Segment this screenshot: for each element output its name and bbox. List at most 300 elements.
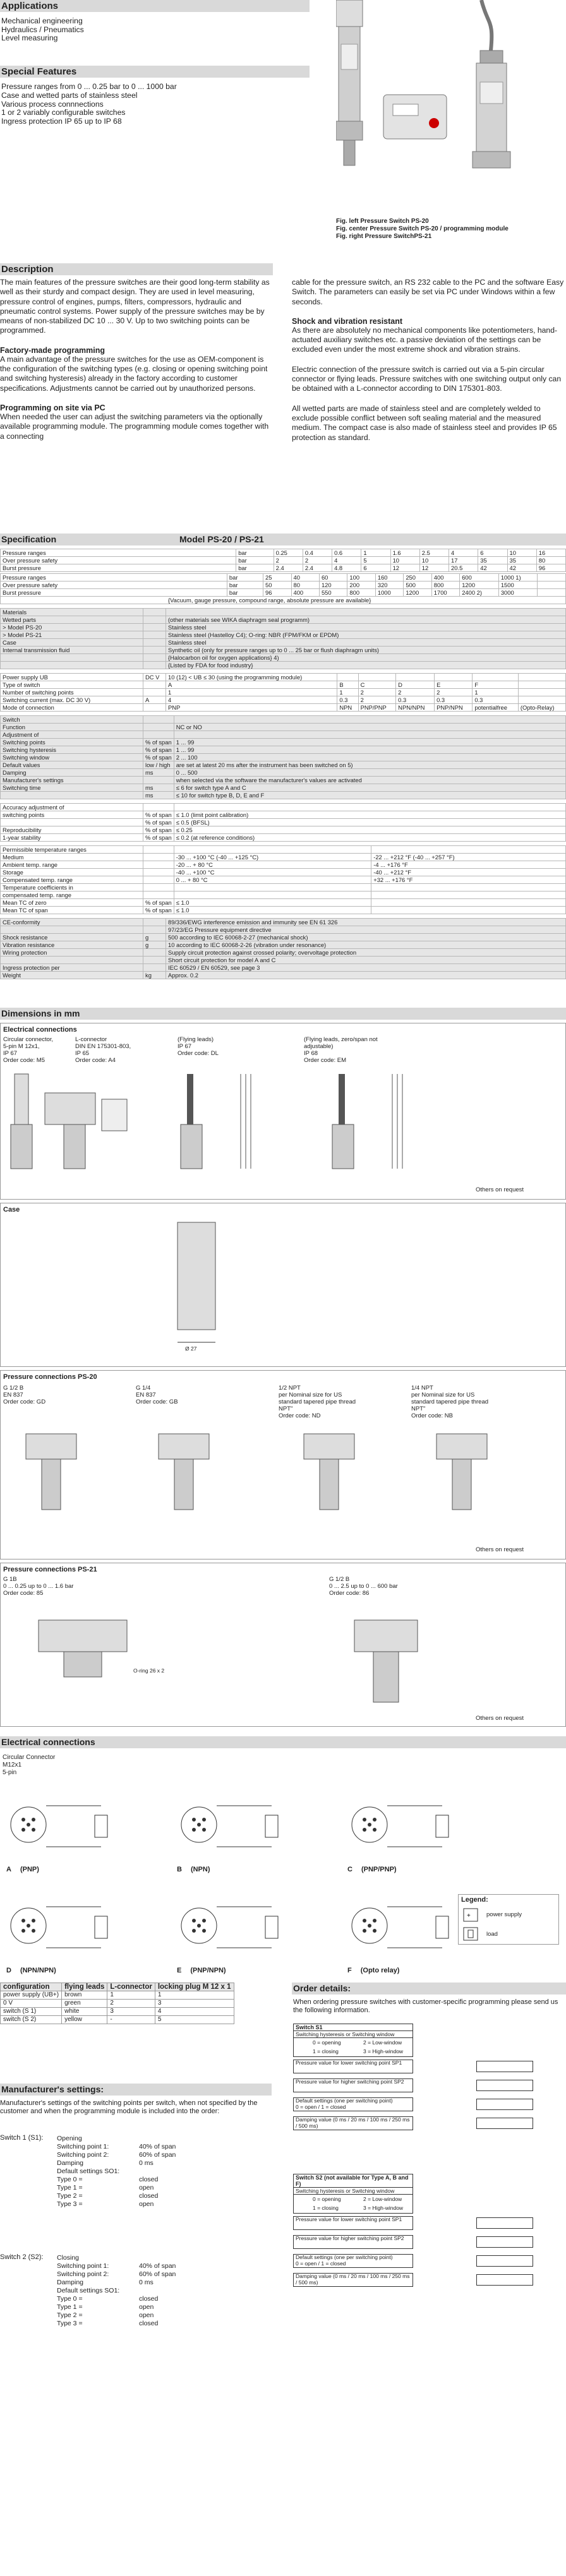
wiring-label	[6, 1967, 56, 1974]
spec-cell: 97/23/EG Pressure equipment directive	[166, 926, 566, 934]
config-cell: 1	[107, 1991, 155, 2000]
manufacturer-intro: Manufacturer's settings of the switching points per switch, when not specified by the customer and when the programming module is included into the order:	[0, 2099, 258, 2115]
order-text: When ordering pressure switches with customer-specific programming please send us the following information.	[293, 1998, 558, 2014]
spec-row	[1, 647, 566, 654]
setting-row	[57, 2320, 246, 2328]
spec-cell: Type of switch	[1, 681, 143, 689]
spec-cell	[518, 696, 565, 704]
shock-heading: Shock and vibration resistant	[292, 316, 403, 326]
spec-title: Specification	[1, 534, 57, 544]
spec-cell	[371, 846, 566, 854]
oring-label: O-ring 26 x 2	[133, 1667, 165, 1674]
spec-cell: g	[143, 941, 166, 949]
switch2-label: Switch 2 (S2):	[0, 2253, 44, 2261]
spec-cell: 4	[449, 549, 478, 557]
spec-cell: are set at latest 20 ms after the instrument has been switched on 5)	[174, 761, 565, 769]
order-field-input[interactable]	[476, 2080, 533, 2091]
config-cell: switch (S 2)	[1, 2016, 62, 2024]
spec-cell	[143, 654, 166, 662]
spec-row	[1, 964, 566, 972]
spec-cell	[1, 819, 143, 826]
spec-row	[1, 674, 566, 681]
spec-row	[1, 746, 566, 754]
config-cell: green	[62, 2000, 107, 2008]
config-cell: brown	[62, 1991, 107, 2000]
spec-cell: 2	[435, 689, 473, 696]
spec-row	[1, 941, 566, 949]
spec-cell: Burst pressure	[1, 564, 236, 572]
connection-caption-line: G 1/2 B	[329, 1576, 350, 1583]
spec-cell	[143, 854, 174, 861]
order-field-row	[293, 2078, 558, 2095]
spec-cell: 1000 1)	[498, 574, 538, 581]
spec-table	[0, 549, 566, 979]
setting-value: closed	[139, 2320, 159, 2327]
order-field-label: Default settings (one per switching point) 0 = open / 1 = closed	[293, 2097, 413, 2111]
spec-cell: Damping	[1, 769, 143, 777]
spec-cell	[143, 804, 174, 811]
setting-key: Damping	[57, 2279, 84, 2286]
vacuum-note: {Vacuum, gauge pressure, compound range, absolute pressure are available}	[0, 597, 566, 604]
spec-cell: 42	[507, 564, 536, 572]
spec-cell	[143, 609, 166, 616]
wiring-schematic	[171, 1888, 297, 1967]
spec-cell: 89/336/EWG interference emission and immunity see EN 61 326	[166, 919, 566, 926]
order-switch-label: Switch S1	[293, 2024, 413, 2031]
spec-row	[1, 972, 566, 979]
spec-cell: Adjustment of	[1, 731, 143, 739]
order-field-input[interactable]	[476, 2255, 533, 2267]
order-low: 2 = Low-window	[363, 2196, 402, 2202]
config-row	[1, 2000, 234, 2008]
spec-cell: Function	[1, 724, 143, 731]
switch1-label: Switch 1 (S1):	[0, 2134, 44, 2142]
spec-cell	[143, 884, 174, 891]
spec-cell	[473, 674, 519, 681]
spec-cell	[143, 876, 174, 884]
connection-caption-line: EN 837	[3, 1392, 23, 1398]
setting-key: Type 0 =	[57, 2295, 83, 2303]
g14-drawing	[159, 1434, 209, 1510]
switch1-settings	[57, 2135, 246, 2209]
order-field-row	[293, 2060, 558, 2076]
connector-drawings	[1, 1068, 566, 1194]
setting-key: Type 1 =	[57, 2303, 83, 2311]
spec-cell: when selected via the software the manufacturer's values are activated	[174, 777, 565, 784]
config-cell: white	[62, 2008, 107, 2016]
spec-cell: 4.8	[332, 564, 361, 572]
wiring-id: E	[177, 1967, 182, 1974]
spec-cell	[143, 681, 166, 689]
spec-cell: 550	[319, 589, 347, 597]
config-row	[1, 2016, 234, 2024]
spec-cell: Switching hysteresis	[1, 746, 143, 754]
spec-cell: 1000	[375, 589, 403, 597]
connection-caption-line: NPT"	[279, 1405, 293, 1412]
spec-model: Model PS-20 / PS-21	[179, 534, 264, 544]
wiring-label	[177, 1967, 226, 1974]
factory-programming-text: A main advantage of the pressure switches for the use as OEM-component is the configuration of the switching types (e.g. closing or opening switching point and switching hysteresis) already in the factory according to customer specifications. Adjustments cannot be carried out by unauthorized persons.	[0, 354, 268, 393]
spec-cell: 320	[375, 581, 403, 589]
product-photo	[336, 0, 551, 202]
connection-caption	[329, 1576, 398, 1597]
spec-cell: 80	[291, 581, 319, 589]
spec-cell: (other materials see WIKA diaphragm seal programm)	[166, 616, 566, 624]
spec-row	[1, 716, 566, 724]
order-high: 3 = High-window	[363, 2048, 404, 2054]
config-cell: yellow	[62, 2016, 107, 2024]
spec-cell: IEC 60529 / EN 60529, see page 3	[166, 964, 566, 972]
spec-cell: 0.3	[435, 696, 473, 704]
case-frame	[0, 1203, 566, 1367]
spec-cell: 96	[263, 589, 291, 597]
connection-caption-line: G 1B	[3, 1576, 17, 1583]
config-cell: 2	[107, 2000, 155, 2008]
order-form-block	[293, 2174, 558, 2319]
setting-value: open	[139, 2303, 154, 2311]
spec-cell: 2	[358, 689, 396, 696]
spec-cell: switching points	[1, 811, 143, 819]
spec-cell: 0 ... + 80 °C	[174, 876, 371, 884]
spec-cell	[143, 926, 166, 934]
spec-cell: % of span	[143, 811, 174, 819]
legend-box	[458, 1894, 559, 1945]
spec-cell	[143, 689, 166, 696]
order-field-input[interactable]	[476, 2274, 533, 2286]
spec-cell: 25	[263, 574, 291, 581]
wiring-schematic	[171, 1787, 297, 1866]
manufacturer-title: Manufacturer's settings:	[0, 2084, 272, 2096]
config-header: flying leads	[62, 1983, 107, 1991]
wiring-schematic	[341, 1787, 467, 1866]
spec-cell: 2	[303, 557, 332, 564]
spec-cell	[143, 949, 166, 957]
elec2-intro	[3, 1754, 55, 1777]
spec-cell: 0.3	[473, 696, 519, 704]
connection-caption-line: per Nominal size for US	[279, 1392, 342, 1398]
connection-caption-line: Order code: M5	[3, 1057, 45, 1064]
order-forms	[293, 2024, 565, 2324]
shock-text: As there are absolutely no mechanical components like potentiometers, hand-actuated auxiliary switches etc. a passive deviation of the settings can be excluded even under the most extreme shock and vibration strains.	[292, 325, 558, 354]
connection-caption-line: 0 ... 0.25 up to 0 ... 1.6 bar	[3, 1583, 74, 1590]
spec-cell: 10 (12) < UB ≤ 30 (using the programming module)	[166, 674, 337, 681]
spec-row	[1, 662, 566, 669]
npt14-drawing	[437, 1434, 487, 1510]
order-title: Order details:	[292, 1983, 566, 1995]
order-closing: 1 = closing	[313, 2048, 339, 2054]
connection-caption-line: L-connector	[75, 1036, 107, 1043]
spec-cell: ms	[143, 769, 174, 777]
spec-cell: Stainless steel	[166, 624, 566, 631]
spec-cell: bar	[236, 557, 274, 564]
wiring-diagram-a	[0, 1787, 164, 1881]
spec-cell: 0.3	[337, 696, 358, 704]
order-field-input[interactable]	[476, 2217, 533, 2229]
application-item: Hydraulics / Pneumatics	[1, 25, 84, 34]
wiring-mode: (PNP)	[20, 1866, 39, 1873]
elec2-intro-line: Circular Connector	[3, 1754, 56, 1761]
spec-cell: 2.5	[419, 549, 449, 557]
connection-caption-line: (Flying leads, zero/span not	[304, 1036, 378, 1043]
applications-title: Applications	[0, 0, 310, 12]
setting-key: Switching point 1:	[57, 2143, 109, 2150]
spec-row	[1, 949, 566, 957]
connection-caption-line: Order code: 85	[3, 1590, 44, 1597]
setting-row	[57, 2192, 246, 2200]
spec-cell: % of span	[143, 826, 174, 834]
spec-cell	[518, 674, 565, 681]
spec-cell	[174, 884, 371, 891]
elec-conn-title: Electrical connections	[3, 1026, 77, 1034]
spec-cell: C	[358, 681, 396, 689]
setting-key: Switching point 2:	[57, 2151, 109, 2159]
spec-subtable	[0, 715, 566, 799]
wiring-mode: (PNP/NPN)	[190, 1967, 226, 1974]
spec-cell	[143, 846, 174, 854]
spec-cell: Wetted parts	[1, 616, 143, 624]
spec-row	[1, 739, 566, 746]
spec-cell: NC or NO	[174, 724, 565, 731]
spec-cell: Stainless steel (Hastelloy C4); O-ring: NBR (FPM/FKM or EPDM)	[166, 631, 566, 639]
spec-cell: ≤ 6 for switch type A and C	[174, 784, 565, 792]
order-hysteresis: Switching hysteresis or Switching window	[293, 2031, 413, 2038]
setting-row	[57, 2168, 246, 2176]
ps20-title: Pressure connections PS-20	[3, 1373, 97, 1381]
setting-key: Type 2 =	[57, 2192, 83, 2200]
setting-value: closed	[139, 2295, 159, 2303]
spec-cell: % of span	[143, 899, 174, 907]
setting-row	[57, 2262, 246, 2270]
spec-cell: Internal transmission fluid	[1, 647, 143, 654]
spec-row	[1, 696, 566, 704]
spec-cell: 35	[478, 557, 507, 564]
config-header: locking plug M 12 x 1	[155, 1983, 234, 1991]
spec-cell	[538, 574, 566, 581]
circular-connector-drawing	[11, 1074, 32, 1169]
connection-caption	[304, 1036, 378, 1064]
setting-row	[57, 2287, 246, 2295]
spec-row	[1, 564, 566, 572]
spec-cell	[143, 964, 166, 972]
pressure-switch-ps20-image	[336, 0, 363, 165]
spec-cell: % of span	[143, 746, 174, 754]
configuration-table	[0, 1983, 272, 2024]
spec-cell: bar	[227, 581, 263, 589]
setting-row	[57, 2176, 246, 2184]
setting-value: 60% of span	[139, 2270, 176, 2278]
spec-cell: 5	[361, 557, 390, 564]
spec-cell: +32 ... +176 °F	[371, 876, 566, 884]
spec-row	[1, 731, 566, 739]
feature-item: Case and wetted parts of stainless steel	[1, 90, 138, 100]
setting-key: Opening	[57, 2135, 82, 2142]
connection-caption	[279, 1385, 356, 1419]
spec-cell: 500 according to IEC 60068-2-27 (mechanical shock)	[166, 934, 566, 941]
factory-programming-heading: Factory-made programming	[0, 345, 105, 355]
order-field-label: Damping value (0 ms / 20 ms / 100 ms / 250 ms / 500 ms)	[293, 2273, 413, 2287]
electrical-connections-frame	[0, 1023, 566, 1200]
spec-cell	[143, 861, 174, 869]
dimensions-title: Dimensions in mm	[0, 1008, 566, 1020]
spec-cell: 10	[419, 557, 449, 564]
spec-cell: (Opto-Relay)	[518, 704, 565, 712]
spec-cell: 2	[274, 557, 303, 564]
spec-cell	[143, 869, 174, 876]
g12b-ps21-drawing	[354, 1620, 418, 1702]
wiring-diagrams	[0, 1787, 566, 1976]
spec-cell: 800	[431, 581, 459, 589]
spec-cell: Storage	[1, 869, 143, 876]
spec-cell	[143, 919, 166, 926]
spec-cell: potentialfree	[473, 704, 519, 712]
ps20-drawings	[1, 1428, 566, 1547]
spec-cell: low / high	[143, 761, 174, 769]
spec-cell	[337, 674, 358, 681]
spec-cell	[1, 662, 143, 669]
connection-caption-line: Order code: GB	[136, 1398, 178, 1405]
spec-cell: Switching points	[1, 739, 143, 746]
spec-cell: 10	[390, 557, 419, 564]
connection-caption-line: Order code: NB	[411, 1412, 453, 1419]
spec-cell: F	[473, 681, 519, 689]
spec-cell: Switching time	[1, 784, 143, 792]
ps21-drawings	[1, 1607, 566, 1715]
spec-row	[1, 826, 566, 834]
site-programming-heading: Programming on site via PC	[0, 403, 105, 412]
spec-cell: 1	[473, 689, 519, 696]
setting-key: Type 1 =	[57, 2184, 83, 2191]
spec-cell: 80	[536, 557, 565, 564]
spec-cell: Burst pressure	[1, 589, 227, 597]
spec-cell: 16	[536, 549, 565, 557]
spec-subtable	[0, 918, 566, 979]
setting-row	[57, 2295, 246, 2303]
spec-cell: Mean TC of zero	[1, 899, 143, 907]
spec-cell: 1	[337, 689, 358, 696]
others-on-request-3: Others on request	[476, 1715, 524, 1722]
connection-caption-line: DIN EN 175301-803,	[75, 1043, 131, 1050]
svg-text:+: +	[467, 1912, 471, 1919]
spec-cell: 2	[396, 689, 435, 696]
spec-cell	[1, 926, 143, 934]
spec-cell	[143, 724, 174, 731]
spec-row	[1, 724, 566, 731]
order-field-label: Pressure value for higher switching point SP2	[293, 2078, 413, 2092]
setting-key: Type 3 =	[57, 2320, 83, 2327]
spec-row	[1, 639, 566, 647]
spec-cell	[174, 846, 371, 854]
spec-row	[1, 761, 566, 769]
setting-key: Switching point 1:	[57, 2262, 109, 2270]
connection-caption-line: IP 68	[304, 1050, 318, 1057]
spec-cell: Permissible temperature ranges	[1, 846, 143, 854]
spec-cell	[174, 716, 565, 724]
elec2-intro-line: 5-pin	[3, 1769, 17, 1776]
order-field-input[interactable]	[476, 2118, 533, 2129]
g12b-drawing	[26, 1434, 76, 1510]
wiring-label	[347, 1967, 399, 1974]
spec-row	[1, 854, 566, 861]
wetted-parts-text: All wetted parts are made of stainless steel and are completely welded to exclude possible conflict between soft sealing material and the measured medium. The compact case is also made of stainless steel and provides IP 65 protection as standard.	[292, 403, 557, 442]
config-cell: 5	[155, 2016, 234, 2024]
spec-cell: > Model PS-20	[1, 624, 143, 631]
spec-cell: 1-year stability	[1, 834, 143, 842]
spec-row	[1, 581, 566, 589]
spec-cell	[143, 616, 166, 624]
spec-cell: PNP/PNP	[358, 704, 396, 712]
spec-row	[1, 919, 566, 926]
electric-connection-text: Electric connection of the pressure switch is carried out via a 5-pin circular connector or flying leads. Pressure switches with one switching output only can be obtained with a L-connector according to DIN 175301-803.	[292, 364, 562, 393]
spec-cell: Over pressure safety	[1, 581, 227, 589]
spec-row	[1, 934, 566, 941]
site-programming-text: When needed the user can adjust the switching parameters via the optionally available programming module. The programming module comes together with a connecting	[0, 412, 269, 441]
spec-cell: Weight	[1, 972, 143, 979]
spec-cell: 6	[361, 564, 390, 572]
spec-cell: 4	[166, 696, 337, 704]
spec-cell: ms	[143, 784, 174, 792]
spec-cell: % of span	[143, 819, 174, 826]
wiring-schematic	[0, 1787, 126, 1866]
spec-cell: 400	[431, 574, 459, 581]
order-field-label: Damping value (0 ms / 20 ms / 100 ms / 250 ms / 500 ms)	[293, 2116, 413, 2130]
spec-cell: % of span	[143, 739, 174, 746]
spec-cell: Ingress protection per	[1, 964, 143, 972]
case-drawing	[127, 1216, 316, 1361]
spec-cell: 0.25	[274, 549, 303, 557]
spec-cell: {Halocarbon oil for oxygen applications} 4)	[166, 654, 566, 662]
spec-cell: Temperature coefficients in	[1, 884, 143, 891]
spec-cell: PNP	[166, 704, 337, 712]
spec-cell: 0.6	[332, 549, 361, 557]
spec-cell: Approx. 0.2	[166, 972, 566, 979]
l-connector-drawing	[45, 1093, 127, 1169]
order-field-input[interactable]	[476, 2236, 533, 2248]
spec-subtable	[0, 845, 566, 914]
spec-cell: Supply circuit protection against crossed polarity; overvoltage protection	[166, 949, 566, 957]
spec-cell	[143, 662, 166, 669]
order-field-label: Pressure value for lower switching point SP1	[293, 2060, 413, 2073]
order-field-input[interactable]	[476, 2061, 533, 2072]
legend-load: load	[486, 1931, 498, 1938]
spec-cell: Over pressure safety	[1, 557, 236, 564]
config-cell: 3	[107, 2008, 155, 2016]
spec-row	[1, 754, 566, 761]
ps20-connections-frame	[0, 1370, 566, 1559]
order-field-label: Default settings (one per switching point) 0 = open / 1 = closed	[293, 2254, 413, 2268]
connection-caption-line: (Flying leads)	[178, 1036, 214, 1043]
spec-cell: 12	[390, 564, 419, 572]
spec-cell	[143, 731, 174, 739]
spec-cell: 6	[478, 549, 507, 557]
spec-cell	[143, 777, 174, 784]
spec-row	[1, 884, 566, 891]
spec-cell: 1200	[460, 581, 499, 589]
spec-cell: 500	[404, 581, 431, 589]
order-field-input[interactable]	[476, 2099, 533, 2110]
order-field-label: Pressure value for higher switching point SP2	[293, 2235, 413, 2249]
spec-cell	[143, 631, 166, 639]
spec-cell: ≤ 0.5 (BFSL)	[174, 819, 565, 826]
setting-row	[57, 2254, 246, 2262]
order-form-block	[293, 2024, 558, 2169]
connection-caption-line: Order code: DL	[178, 1050, 219, 1057]
config-row	[1, 1991, 234, 2000]
setting-value: 40% of span	[139, 2143, 176, 2150]
spec-cell: -4 ... +176 °F	[371, 861, 566, 869]
spec-cell: Wiring protection	[1, 949, 143, 957]
spec-cell: > Model PS-21	[1, 631, 143, 639]
spec-row	[1, 654, 566, 662]
